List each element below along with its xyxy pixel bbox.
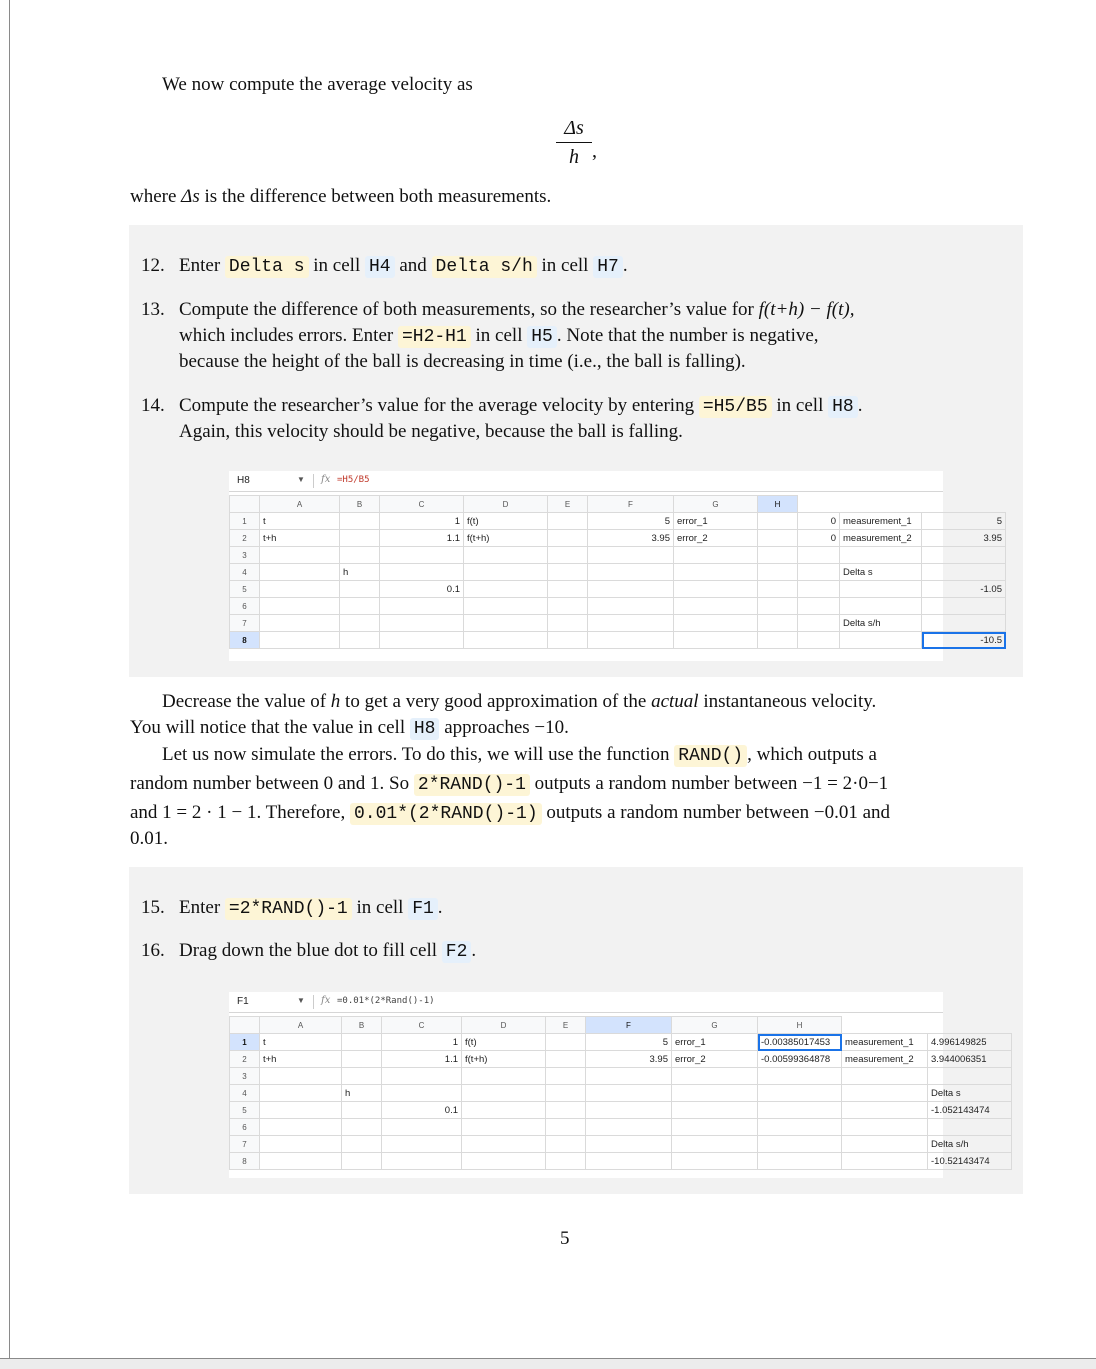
cell[interactable]: f(t) (464, 513, 548, 530)
cell[interactable] (758, 530, 798, 547)
text-run: You will notice that the value in cell (130, 717, 410, 738)
text-run: and 1 = 2 · 1 − 1. Therefore, (130, 802, 350, 823)
row-header[interactable]: 2 (230, 1051, 260, 1068)
cell[interactable] (462, 1102, 546, 1119)
cell[interactable] (672, 1102, 758, 1119)
cell[interactable]: Delta s/h (928, 1136, 1012, 1153)
cell[interactable] (672, 1085, 758, 1102)
para-line-1 (162, 689, 876, 715)
text-run: Enter (179, 897, 225, 918)
row-header[interactable]: 8 (230, 1153, 260, 1170)
text-run: in cell (308, 255, 365, 276)
cell[interactable] (464, 598, 548, 615)
chevron-down-icon[interactable]: ▼ (297, 475, 305, 484)
cell[interactable] (260, 564, 340, 581)
row-header[interactable]: 1 (230, 513, 260, 530)
text-run: instantaneous velocity. (698, 691, 877, 712)
cell[interactable]: -1.052143474 (928, 1102, 1012, 1119)
cell[interactable] (922, 598, 1006, 615)
formula-input[interactable]: =0.01*(2*Rand()-1) (337, 996, 435, 1006)
cell[interactable] (672, 1136, 758, 1153)
cell[interactable] (840, 581, 922, 598)
cell[interactable] (260, 615, 340, 632)
cell[interactable] (546, 1034, 586, 1051)
cell[interactable] (674, 598, 758, 615)
chevron-down-icon[interactable]: ▼ (297, 996, 305, 1005)
cell[interactable] (922, 564, 1006, 581)
velocity-fraction (556, 116, 592, 169)
table-row (230, 547, 1006, 564)
cell[interactable] (672, 1153, 758, 1170)
inline-code: H7 (593, 256, 623, 278)
cell[interactable] (758, 581, 798, 598)
text-run: approaches −10. (439, 717, 569, 738)
cell[interactable]: 1 (380, 513, 464, 530)
row-header[interactable]: 1 (230, 1034, 260, 1051)
cell[interactable]: t+h (260, 1051, 342, 1068)
cell[interactable]: measurement_1 (842, 1034, 928, 1051)
sheet-grid (229, 1016, 1012, 1170)
cell[interactable]: f(t) (462, 1034, 546, 1051)
formula-bar (229, 471, 943, 492)
cell[interactable] (380, 564, 464, 581)
cell[interactable] (840, 598, 922, 615)
text-run: outputs a random number between −1 = 2·0−1 (529, 773, 889, 794)
cell[interactable]: 0.1 (382, 1102, 462, 1119)
cell[interactable] (546, 1085, 586, 1102)
cell[interactable] (260, 1119, 342, 1136)
formula-bar (229, 992, 943, 1013)
column-header-f[interactable]: F (586, 1017, 672, 1034)
inline-code: F1 (408, 898, 438, 920)
cell[interactable] (842, 1102, 928, 1119)
cell[interactable] (798, 547, 840, 564)
cell[interactable] (342, 1119, 382, 1136)
cell[interactable]: h (342, 1085, 382, 1102)
cell[interactable] (922, 615, 1006, 632)
cell[interactable] (380, 615, 464, 632)
row-header[interactable]: 3 (230, 1068, 260, 1085)
table-row (230, 1034, 1012, 1051)
text-run: . (857, 395, 863, 416)
table-row (230, 530, 1006, 547)
inline-code: H5 (527, 326, 557, 348)
cell[interactable]: error_1 (674, 513, 758, 530)
text-run: in cell (351, 897, 409, 918)
row-header[interactable]: 6 (230, 598, 260, 615)
cell[interactable]: 5 (588, 513, 674, 530)
cell[interactable] (588, 564, 674, 581)
column-header-h[interactable]: H (758, 1017, 842, 1034)
para-line-2 (130, 715, 569, 742)
cell[interactable] (342, 1136, 382, 1153)
cell[interactable] (260, 1136, 342, 1153)
text-run: in cell (536, 255, 594, 276)
cell[interactable]: 0 (798, 530, 840, 547)
cell[interactable] (840, 632, 922, 649)
cell[interactable] (588, 615, 674, 632)
inline-code: =H5/B5 (699, 396, 772, 418)
cell[interactable] (464, 632, 548, 649)
column-header-b[interactable]: B (342, 1017, 382, 1034)
cell[interactable] (462, 1136, 546, 1153)
cell[interactable] (758, 1102, 842, 1119)
table-row (230, 1119, 1012, 1136)
row-header[interactable]: 7 (230, 615, 260, 632)
text-run: to get a very good approximation of the (340, 691, 652, 712)
spreadsheet-screenshot-1 (229, 471, 1002, 661)
column-header-b[interactable]: B (340, 496, 380, 513)
table-row (230, 598, 1006, 615)
cell[interactable] (380, 598, 464, 615)
cell[interactable] (260, 1068, 342, 1085)
inline-code: RAND() (674, 745, 747, 767)
inline-code: 0.01*(2*RAND()-1) (350, 803, 542, 825)
cell[interactable]: 0 (798, 513, 840, 530)
text-run: . (437, 897, 443, 918)
cell[interactable] (464, 564, 548, 581)
cell[interactable] (758, 615, 798, 632)
cell[interactable] (548, 615, 588, 632)
cell[interactable] (548, 632, 588, 649)
cell[interactable] (462, 1068, 546, 1085)
cell[interactable] (586, 1068, 672, 1085)
cell[interactable]: -0.00599364878 (758, 1051, 842, 1068)
cell[interactable]: t+h (260, 530, 340, 547)
cell[interactable] (842, 1068, 928, 1085)
cell[interactable] (382, 1136, 462, 1153)
cell[interactable] (546, 1153, 586, 1170)
cell[interactable]: 5 (586, 1034, 672, 1051)
table-row (230, 1102, 1012, 1119)
cell[interactable]: 1.1 (382, 1051, 462, 1068)
cell[interactable] (340, 513, 380, 530)
text-run: Let us now simulate the errors. To do this, we will use the function (162, 744, 675, 765)
cell[interactable] (380, 632, 464, 649)
cell[interactable]: 3.944006351 (928, 1051, 1012, 1068)
cell[interactable] (546, 1051, 586, 1068)
cell[interactable] (758, 598, 798, 615)
cell[interactable] (758, 564, 798, 581)
cell[interactable] (340, 615, 380, 632)
para-line-5 (130, 800, 890, 827)
text-run: 0.01. (130, 828, 168, 849)
cell[interactable] (758, 1136, 842, 1153)
column-header-g[interactable]: G (674, 496, 758, 513)
fraction-denominator: h (569, 146, 579, 168)
cell[interactable]: error_2 (672, 1051, 758, 1068)
text-run: Decrease the value of (162, 691, 331, 712)
column-header-c[interactable]: C (380, 496, 464, 513)
cell[interactable]: -1.05 (922, 581, 1006, 598)
text-run: because the height of the ball is decreasing in time (i.e., the ball is falling). (179, 351, 746, 372)
cell[interactable]: f(t+h) (464, 530, 548, 547)
cell[interactable] (674, 581, 758, 598)
cell[interactable] (260, 598, 340, 615)
inline-code: Delta s/h (432, 256, 537, 278)
table-row (230, 1068, 1012, 1085)
cell[interactable] (464, 547, 548, 564)
intro-line-2: where Δs is the difference between both measurements. (130, 186, 552, 207)
fx-icon: fx (321, 995, 331, 1006)
inline-code: H8 (828, 396, 858, 418)
intro-line-1: We now compute the average velocity as (162, 74, 473, 95)
cell[interactable] (340, 530, 380, 547)
cell[interactable] (546, 1136, 586, 1153)
text-run: Drag down the blue dot to fill cell (179, 940, 442, 961)
row-header[interactable]: 5 (230, 581, 260, 598)
cell[interactable]: f(t+h) (462, 1051, 546, 1068)
cell[interactable] (342, 1153, 382, 1170)
cell[interactable] (342, 1034, 382, 1051)
text-run: which includes errors. Enter (179, 325, 398, 346)
text-run: . (471, 940, 477, 961)
column-header-e[interactable]: E (548, 496, 588, 513)
text-run: outputs a random number between −0.01 and (541, 802, 891, 823)
cell[interactable] (546, 1068, 586, 1085)
fx-icon: fx (321, 474, 331, 485)
cell[interactable] (798, 615, 840, 632)
cell[interactable] (380, 547, 464, 564)
cell[interactable] (798, 581, 840, 598)
table-row (230, 581, 1006, 598)
cell[interactable] (548, 581, 588, 598)
cell[interactable] (842, 1153, 928, 1170)
cell[interactable]: Delta s (928, 1085, 1012, 1102)
math-expression: f(t+h) − f(t), (758, 299, 855, 320)
cell[interactable] (840, 547, 922, 564)
column-header-f[interactable]: F (588, 496, 674, 513)
cell[interactable] (464, 581, 548, 598)
row-header[interactable]: 2 (230, 530, 260, 547)
cell[interactable] (928, 1068, 1012, 1085)
text-run: in cell (470, 325, 528, 346)
cell[interactable] (588, 598, 674, 615)
sheet-grid (229, 495, 1006, 649)
corner-cell[interactable] (230, 1017, 260, 1034)
cell[interactable] (842, 1136, 928, 1153)
cell[interactable] (758, 513, 798, 530)
text-run: random number between 0 and 1. So (130, 773, 414, 794)
math-expression: h (330, 691, 341, 712)
cell[interactable] (260, 1102, 342, 1119)
para-line-6 (130, 826, 168, 852)
row-header[interactable]: 8 (230, 632, 260, 649)
cell[interactable] (674, 632, 758, 649)
page-frame-bottom (0, 1358, 1096, 1369)
text-run: , which outputs a (747, 744, 877, 765)
cell[interactable] (382, 1068, 462, 1085)
cell[interactable]: measurement_2 (842, 1051, 928, 1068)
column-header-a[interactable]: A (260, 1017, 342, 1034)
cell[interactable] (464, 615, 548, 632)
inline-code: H8 (410, 718, 440, 740)
cell[interactable] (922, 547, 1006, 564)
cell[interactable] (342, 1051, 382, 1068)
cell[interactable] (260, 547, 340, 564)
cell[interactable] (546, 1102, 586, 1119)
fraction-comma: , (592, 140, 597, 162)
cell[interactable]: -10.52143474 (928, 1153, 1012, 1170)
cell[interactable] (798, 564, 840, 581)
cell[interactable] (340, 581, 380, 598)
table-row (230, 564, 1006, 581)
formula-input[interactable]: =H5/B5 (337, 475, 370, 485)
cell[interactable] (340, 547, 380, 564)
inline-code: F2 (442, 941, 472, 963)
row-header[interactable]: 4 (230, 564, 260, 581)
cell[interactable] (548, 513, 588, 530)
inline-code: 2*RAND()-1 (414, 774, 530, 796)
cell[interactable]: measurement_1 (840, 513, 922, 530)
cell[interactable] (758, 632, 798, 649)
cell[interactable] (260, 581, 340, 598)
spreadsheet-screenshot-2 (229, 992, 990, 1178)
cell[interactable]: 3.95 (922, 530, 1006, 547)
table-row (230, 632, 1006, 649)
cell[interactable]: Delta s (840, 564, 922, 581)
cell[interactable]: Delta s/h (840, 615, 922, 632)
page-frame-left (9, 0, 10, 1358)
column-header-h[interactable]: H (758, 496, 798, 513)
cell[interactable] (586, 1136, 672, 1153)
cell[interactable] (548, 530, 588, 547)
table-row (230, 513, 1006, 530)
cell[interactable] (798, 598, 840, 615)
cell[interactable] (586, 1085, 672, 1102)
cell[interactable]: h (340, 564, 380, 581)
row-header[interactable]: 7 (230, 1136, 260, 1153)
cell[interactable] (382, 1119, 462, 1136)
cell[interactable]: error_1 (672, 1034, 758, 1051)
text-run: . Note that the number is negative, (556, 325, 819, 346)
inline-code: Delta s (225, 256, 309, 278)
cell[interactable] (340, 632, 380, 649)
para-line-3 (162, 742, 877, 769)
cell[interactable] (342, 1068, 382, 1085)
cell[interactable]: 1.1 (380, 530, 464, 547)
column-header-e[interactable]: E (546, 1017, 586, 1034)
cell[interactable] (758, 547, 798, 564)
cell[interactable] (382, 1085, 462, 1102)
name-box[interactable]: F1 (237, 996, 249, 1007)
cell[interactable] (798, 632, 840, 649)
inline-code: =H2-H1 (398, 326, 471, 348)
text-run: Again, this velocity should be negative, because the ball is falling. (179, 421, 683, 442)
cell[interactable] (260, 632, 340, 649)
cell[interactable] (842, 1119, 928, 1136)
para-line-4 (130, 771, 888, 798)
cell[interactable] (382, 1153, 462, 1170)
cell[interactable] (758, 1068, 842, 1085)
column-header-d[interactable]: D (464, 496, 548, 513)
inline-code: H4 (365, 256, 395, 278)
row-header[interactable]: 5 (230, 1102, 260, 1119)
cell[interactable] (758, 1153, 842, 1170)
corner-cell[interactable] (230, 496, 260, 513)
cell[interactable]: 3.95 (586, 1051, 672, 1068)
cell[interactable] (260, 1153, 342, 1170)
cell[interactable] (586, 1102, 672, 1119)
cell[interactable] (672, 1068, 758, 1085)
cell[interactable] (586, 1119, 672, 1136)
table-row (230, 615, 1006, 632)
table-row (230, 1051, 1012, 1068)
cell[interactable]: 1 (382, 1034, 462, 1051)
fraction-bar (556, 142, 592, 143)
row-header[interactable]: 3 (230, 547, 260, 564)
inline-code: =2*RAND()-1 (225, 898, 352, 920)
cell[interactable] (586, 1153, 672, 1170)
cell[interactable] (342, 1102, 382, 1119)
cell[interactable]: 3.95 (588, 530, 674, 547)
row-header[interactable]: 4 (230, 1085, 260, 1102)
column-header-a[interactable]: A (260, 496, 340, 513)
table-row (230, 1085, 1012, 1102)
text-run: . (622, 255, 628, 276)
cell[interactable] (548, 564, 588, 581)
cell[interactable] (548, 547, 588, 564)
text-run: in cell (771, 395, 829, 416)
column-header-c[interactable]: C (382, 1017, 462, 1034)
cell[interactable] (674, 547, 758, 564)
cell[interactable] (462, 1085, 546, 1102)
text-run: Compute the difference of both measurements, so the researcher’s value for (179, 299, 759, 320)
cell[interactable] (588, 547, 674, 564)
cell[interactable]: 4.996149825 (928, 1034, 1012, 1051)
page-number: 5 (560, 1228, 570, 1249)
cell[interactable]: t (260, 1034, 342, 1051)
cell[interactable]: error_2 (674, 530, 758, 547)
cell[interactable] (548, 598, 588, 615)
row-header[interactable]: 6 (230, 1119, 260, 1136)
column-header-d[interactable]: D (462, 1017, 546, 1034)
emphasis: actual (651, 691, 699, 712)
column-header-g[interactable]: G (672, 1017, 758, 1034)
cell[interactable]: 5 (922, 513, 1006, 530)
cell[interactable]: t (260, 513, 340, 530)
cell[interactable] (260, 1085, 342, 1102)
cell[interactable] (462, 1153, 546, 1170)
cell[interactable] (462, 1119, 546, 1136)
fraction-numerator: Δs (564, 117, 584, 139)
cell[interactable] (758, 1119, 842, 1136)
cell[interactable] (842, 1085, 928, 1102)
text-run: Enter (179, 255, 225, 276)
cell[interactable] (928, 1119, 1012, 1136)
cell[interactable] (340, 598, 380, 615)
cell[interactable] (588, 581, 674, 598)
cell[interactable] (546, 1119, 586, 1136)
cell[interactable]: measurement_2 (840, 530, 922, 547)
cell[interactable] (758, 1085, 842, 1102)
text-run: Compute the researcher’s value for the average velocity by entering (179, 395, 699, 416)
cell[interactable]: -0.00385017453 (758, 1034, 842, 1051)
cell[interactable]: -10.5 (922, 632, 1006, 649)
table-row (230, 1136, 1012, 1153)
cell[interactable]: 0.1 (380, 581, 464, 598)
name-box[interactable]: H8 (237, 475, 250, 486)
text-run: and (394, 255, 432, 276)
cell[interactable] (588, 632, 674, 649)
table-row (230, 1153, 1012, 1170)
cell[interactable] (674, 615, 758, 632)
cell[interactable] (672, 1119, 758, 1136)
cell[interactable] (674, 564, 758, 581)
